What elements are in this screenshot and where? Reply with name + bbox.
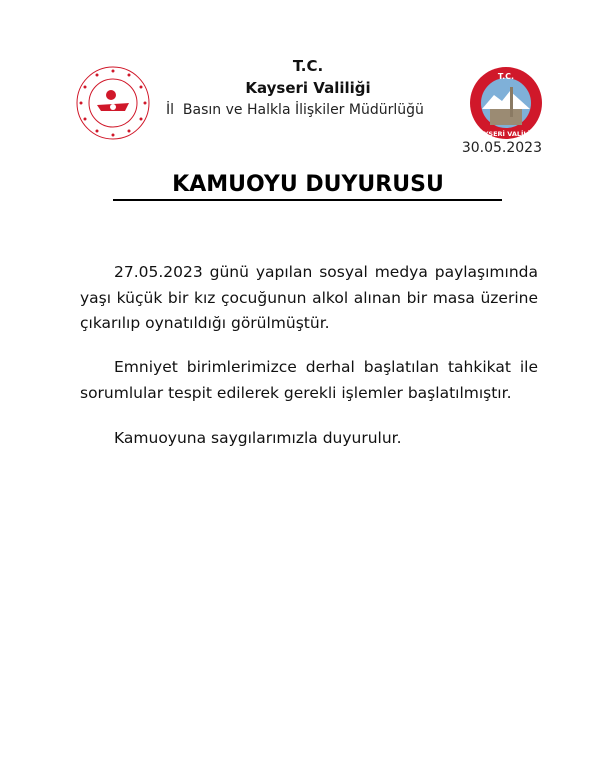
kayseri-governorship-logo (468, 65, 544, 141)
header-department: İl Basın ve Halkla İlişkiler Müdürlüğü (166, 102, 424, 118)
body-paragraph-2: Emniyet birimlerimizce derhal başlatılan tahkikat ile sorumlular tespit edilerek gerekli işlemler başlatılmıştır. (80, 358, 538, 402)
body-paragraph-1: 27.05.2023 günü yapılan sosyal medya paylaşımında yaşı küçük bir kız çocuğunun alkol alınan bir masa üzerine çıkarılıp oynatıldığı görülmüştür. (80, 263, 538, 332)
svg-text:KAYSERİ VALİLİĞİ: KAYSERİ VALİLİĞİ (474, 130, 538, 138)
header-governorship: Kayseri Valiliği (245, 79, 371, 97)
body-paragraph-3: Kamuoyuna saygılarımızla duyurulur. (114, 429, 402, 447)
document-date: 30.05.2023 (461, 140, 542, 156)
header-tc: T.C. (292, 57, 324, 75)
document-title: KAMUOYU DUYURUSU (172, 172, 444, 197)
interior-ministry-logo (75, 65, 151, 141)
title-underline (113, 199, 502, 201)
svg-text:T.C.: T.C. (497, 72, 515, 81)
